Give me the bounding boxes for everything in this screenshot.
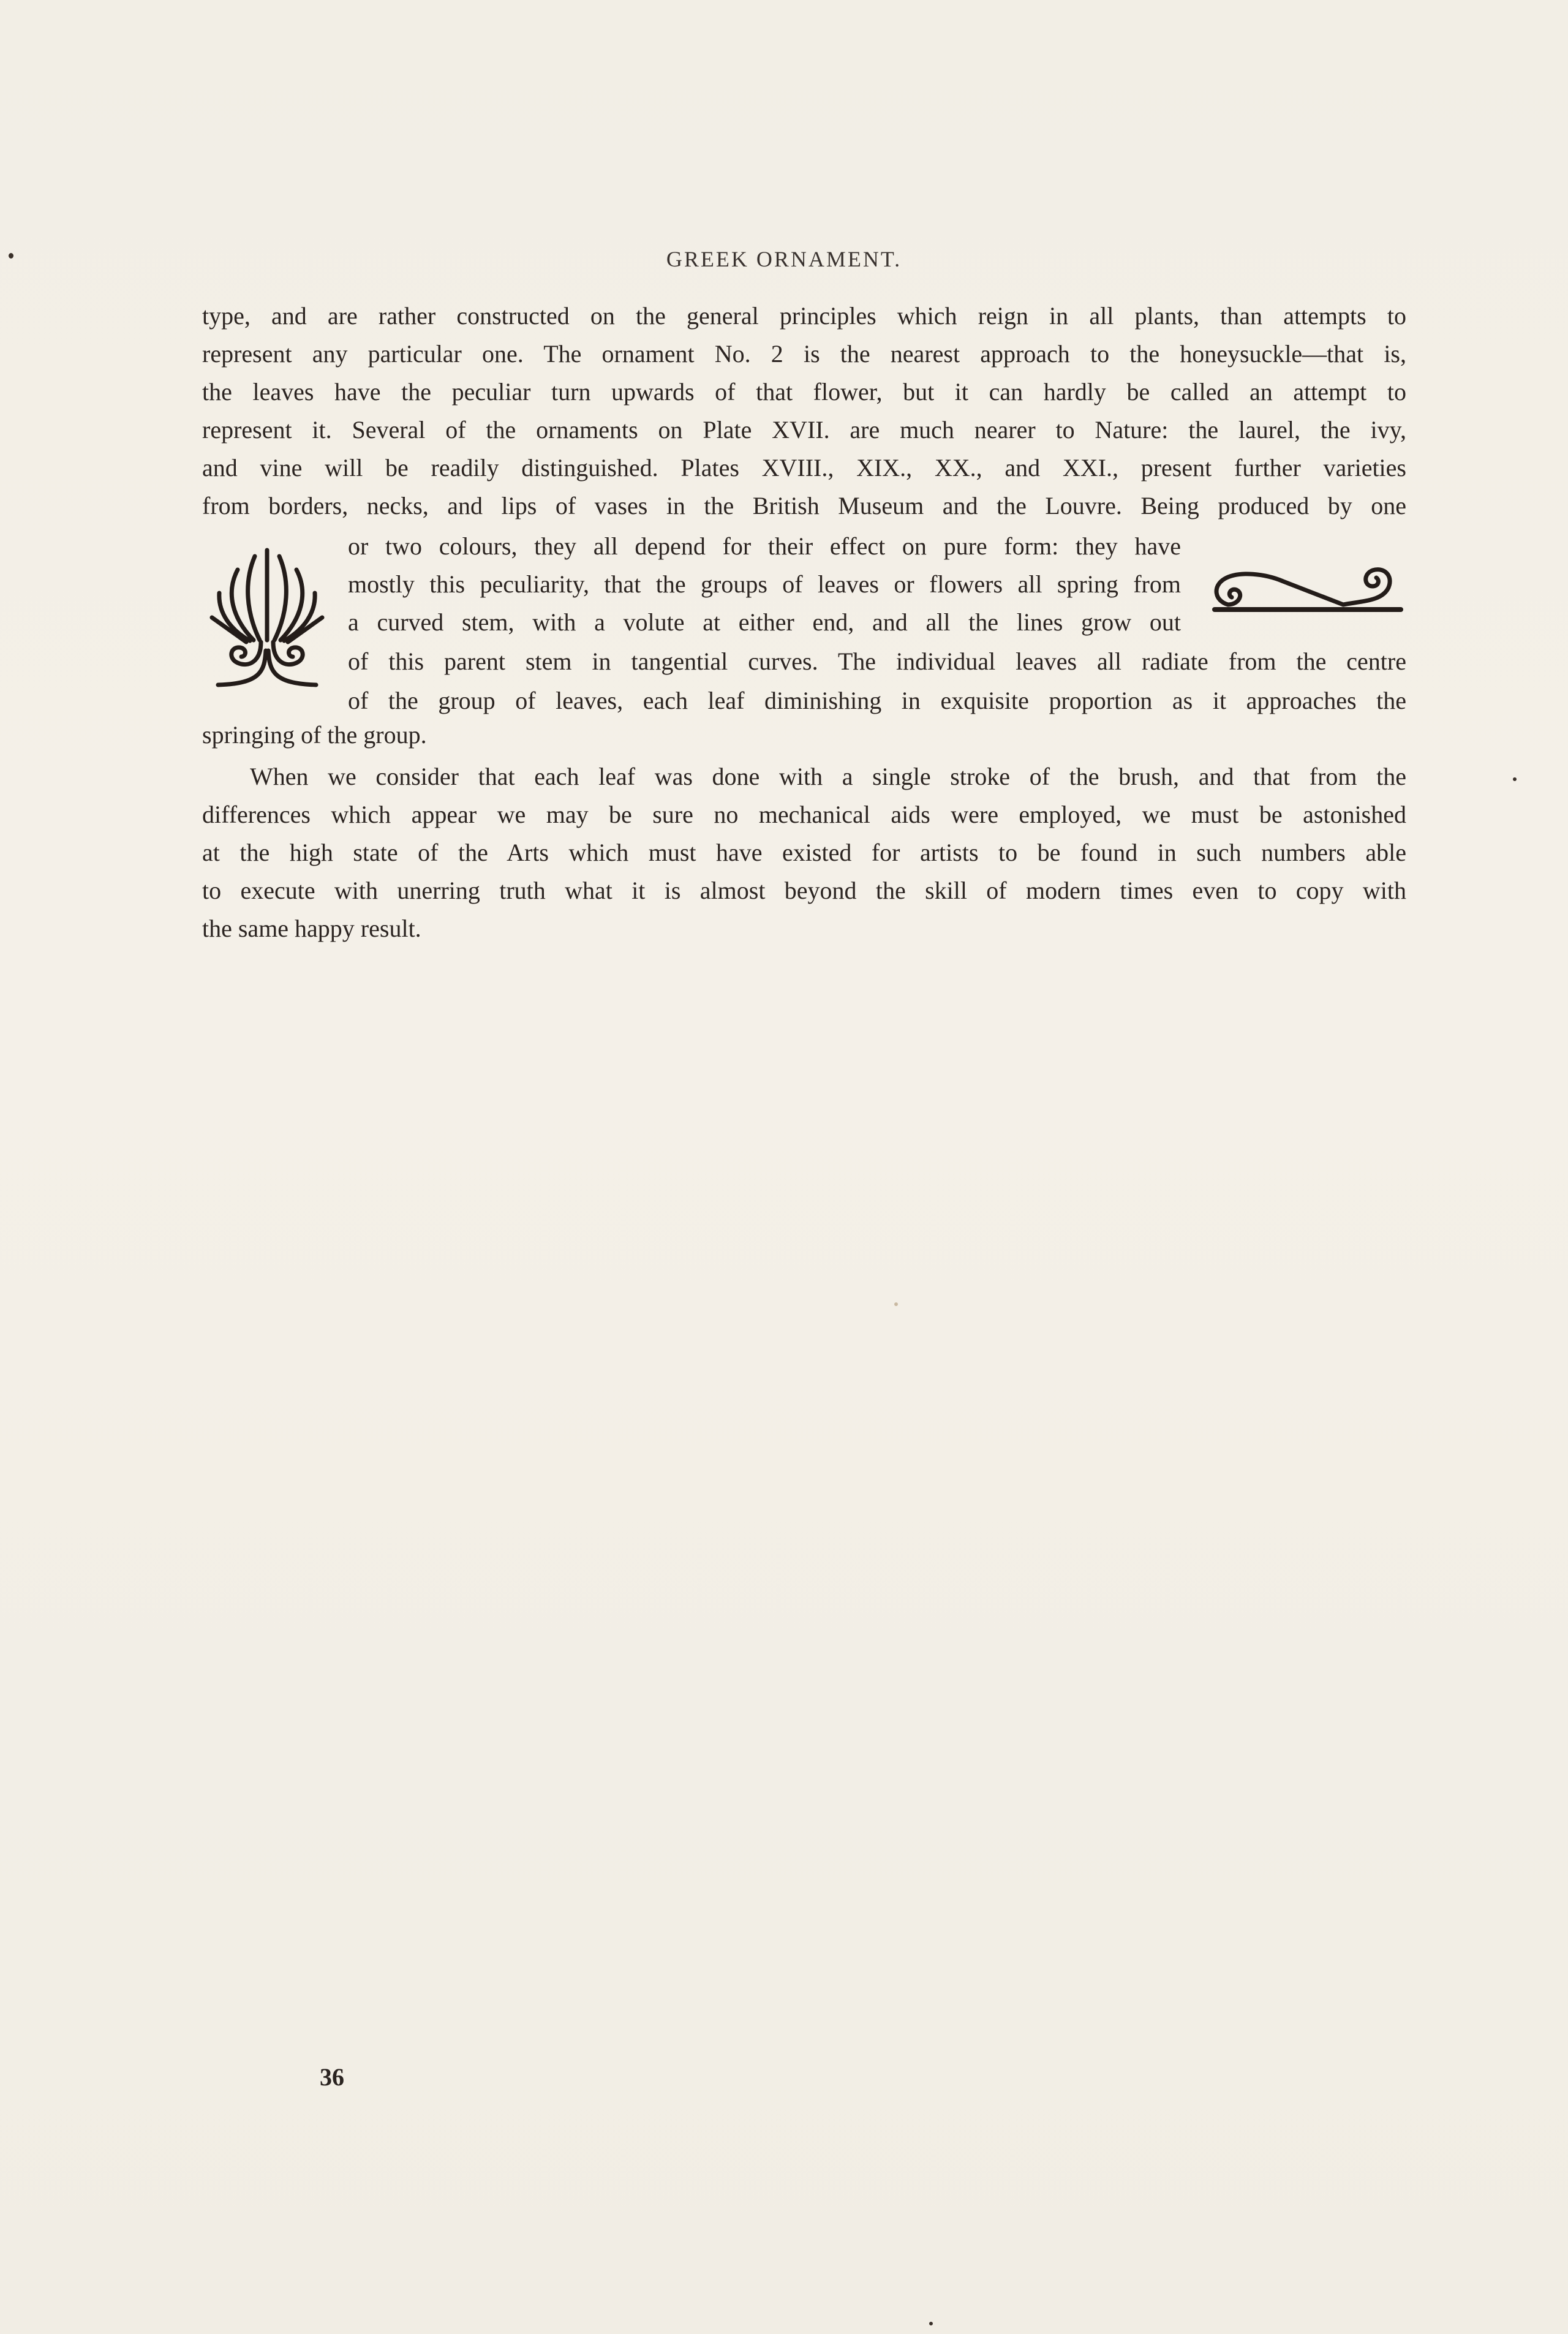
body-line: type, and are rather constructed on the general principles which reign in all plants, than attempts to (202, 302, 1406, 330)
scan-speck (894, 1302, 898, 1306)
running-head: GREEK ORNAMENT. (666, 247, 902, 271)
body-line: represent it. Several of the ornaments on Plate XVII. are much nearer to Nature: the laurel, the ivy, (202, 416, 1406, 444)
body-line: When we consider that each leaf was done with a single stroke of the brush, and that from the (250, 763, 1406, 790)
body-line: differences which appear we may be sure no mechanical aids were employed, we must be astonished (202, 801, 1406, 828)
body-line: represent any particular one. The ornament No. 2 is the nearest approach to the honeysuckle—that is, (202, 340, 1406, 368)
body-line: the leaves have the peculiar turn upwards of that flower, but it can hardly be called an attempt to (202, 378, 1406, 406)
scan-speck (1513, 777, 1517, 781)
volute-scroll-ornament-icon (1210, 548, 1406, 613)
body-line: of this parent stem in tangential curves. The individual leaves all radiate from the centre (348, 648, 1406, 675)
body-line: of the group of leaves, each leaf diminishing in exquisite proportion as it approaches the (348, 687, 1406, 714)
body-line: springing of the group. (202, 721, 427, 749)
body-line: from borders, necks, and lips of vases in the British Museum and the Louvre. Being produced by one (202, 492, 1406, 519)
body-line: or two colours, they all depend for their effect on pure form: they have (348, 532, 1181, 560)
scan-speck (9, 253, 13, 259)
body-line: mostly this peculiarity, that the groups of leaves or flowers all spring from (348, 570, 1181, 598)
palmette-ornament-icon (206, 545, 334, 692)
body-line: to execute with unerring truth what it is almost beyond the skill of modern times even to copy with (202, 877, 1406, 904)
body-line: at the high state of the Arts which must have existed for artists to be found in such numbers able (202, 839, 1406, 866)
body-line: and vine will be readily distinguished. Plates XVIII., XIX., XX., and XXI., present further varieties (202, 454, 1406, 482)
body-line: the same happy result. (202, 915, 421, 942)
scan-speck (929, 2322, 933, 2325)
body-line: a curved stem, with a volute at either end, and all the lines grow out (348, 608, 1181, 636)
page-number: 36 (320, 2063, 344, 2091)
